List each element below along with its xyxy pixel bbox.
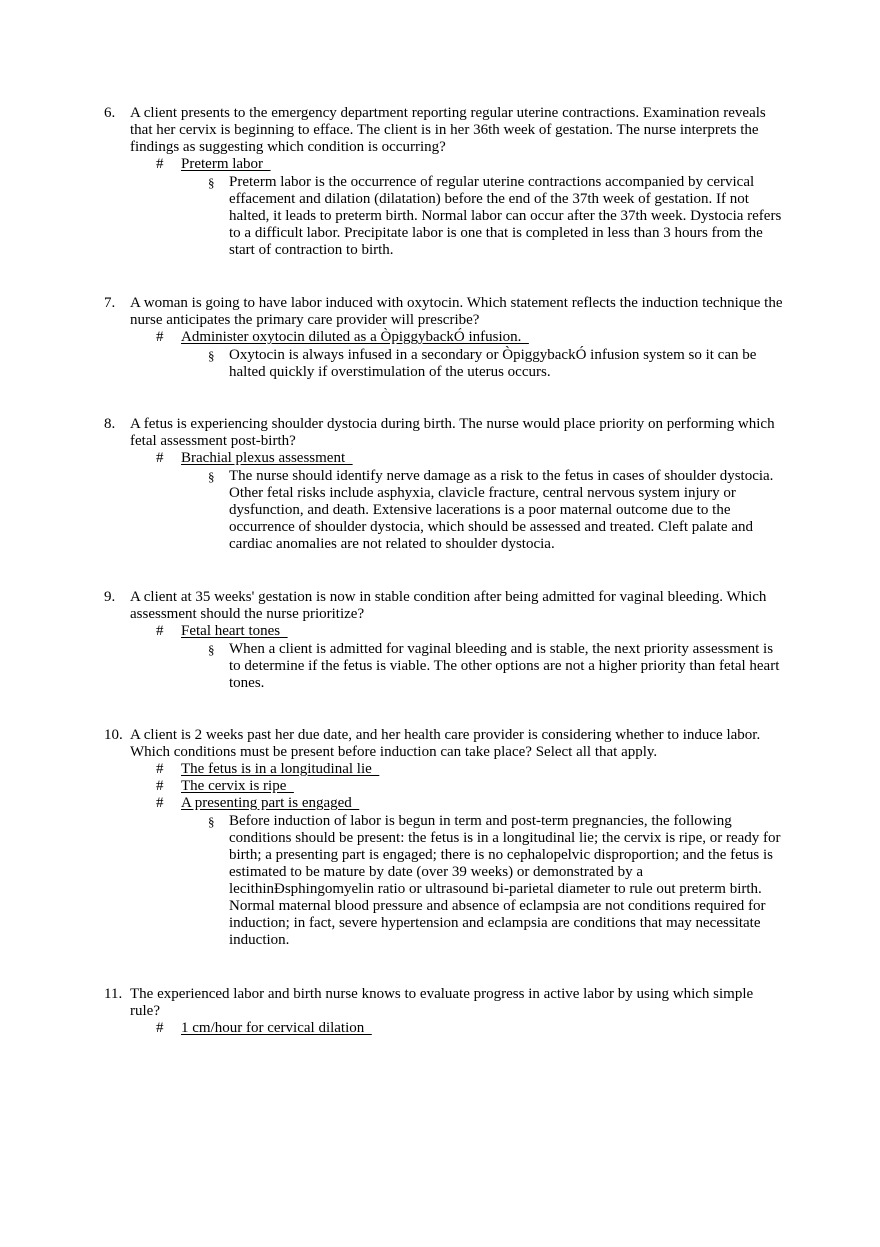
answer-text: The cervix is ripe: [181, 778, 294, 794]
question-9: [104, 589, 784, 692]
answer-item: [156, 450, 784, 467]
question-number: 6.: [104, 105, 116, 121]
answer-text: 1 cm/hour for cervical dilation: [181, 1020, 372, 1036]
answer-marker: #: [156, 761, 164, 777]
rationale-text: Preterm labor is the occurrence of regular uterine contractions accompanied by cervical effacement and dilation (dilatation) before the end of the 37th week of gestation. If not halted, it leads to preterm birth. Normal labor can occur after the 37th week. Dystocia refers to a difficult labor. Precipitate labor is one that is completed in less than 3 hours from the start of contraction to birth.: [229, 174, 782, 258]
answer-marker: #: [156, 623, 164, 639]
question-7: [104, 295, 784, 381]
question-text: The experienced labor and birth nurse knows to evaluate progress in active labor by using which simple rule?: [130, 986, 754, 1019]
rationale-text: Before induction of labor is begun in term and post-term pregnancies, the following conditions should be present: the fetus is in a longitudinal lie; the cervix is ripe, or ready for birth; a presenting part is engaged; there is no cephalopelvic disproportion; and the fetus is estimated to be mature by date (over 39 weeks) or demonstrated by a lecithinÐsphingomyelin ratio or ultrasound bi-parietal diameter to rule out preterm birth. Normal maternal blood pressure and absence of eclampsia are not conditions required for induction; in fact, severe hypertension and eclampsia are conditions that may necessitate induction.: [229, 813, 781, 948]
question-8: [104, 416, 784, 553]
answer-marker: #: [156, 450, 164, 466]
rationale-text: The nurse should identify nerve damage as a risk to the fetus in cases of shoulder dystocia. Other fetal risks include asphyxia, clavicle fracture, central nervous system injury or dysfunction, and death. Extensive lacerations is a poor maternal outcome due to the occurrence of shoulder dystocia, which should be assessed and treated. Cleft palate and cardiac anomalies are not related to shoulder dystocia.: [229, 468, 774, 552]
question-text: A client is 2 weeks past her due date, and her health care provider is considering whether to induce labor. Which conditions must be present before induction can take place? Select all that apply.: [130, 727, 761, 760]
answer-text: Administer oxytocin diluted as a ÒpiggybackÓ infusion.: [181, 329, 529, 345]
answer-item: [156, 329, 784, 346]
question-11: [104, 986, 784, 1037]
question-10: [104, 727, 784, 949]
answer-marker: #: [156, 795, 164, 811]
answer-item: [156, 156, 784, 173]
rationale: [208, 813, 784, 949]
rationale: [208, 347, 784, 381]
answer-item: [156, 761, 784, 778]
question-text: A client presents to the emergency department reporting regular uterine contractions. Examination reveals that her cervix is beginning to efface. The client is in her 36th week of gestation. The nurse interprets the findings as suggesting which condition is occurring?: [130, 105, 766, 155]
rationale-marker: §: [208, 348, 215, 363]
question-number: 9.: [104, 589, 116, 605]
rationale-marker: §: [208, 814, 215, 829]
rationale: [208, 174, 784, 259]
answer-text: Preterm labor: [181, 156, 271, 172]
answer-marker: #: [156, 1020, 164, 1036]
question-text: A client at 35 weeks' gestation is now in stable condition after being admitted for vaginal bleeding. Which assessment should the nurse prioritize?: [130, 589, 767, 622]
question-number: 8.: [104, 416, 116, 432]
answer-text: The fetus is in a longitudinal lie: [181, 761, 380, 777]
answer-marker: #: [156, 329, 164, 345]
answer-marker: #: [156, 156, 164, 172]
rationale-marker: §: [208, 642, 215, 657]
answer-text: A presenting part is engaged: [181, 795, 360, 811]
question-text: A fetus is experiencing shoulder dystocia during birth. The nurse would place priority on performing which fetal assessment post-birth?: [130, 416, 775, 449]
question-6: [104, 105, 784, 259]
rationale-text: Oxytocin is always infused in a secondary or ÒpiggybackÓ infusion system so it can be halted quickly if overstimulation of the uterus occurs.: [229, 347, 757, 380]
rationale: [208, 468, 784, 553]
rationale-marker: §: [208, 469, 215, 484]
answer-item: [156, 623, 784, 640]
answer-item: [156, 778, 784, 795]
answer-item: [156, 795, 784, 812]
answer-marker: #: [156, 778, 164, 794]
rationale-marker: §: [208, 175, 215, 190]
answer-text: Brachial plexus assessment: [181, 450, 353, 466]
question-number: 7.: [104, 295, 116, 311]
rationale-text: When a client is admitted for vaginal bleeding and is stable, the next priority assessment is to determine if the fetus is viable. The other options are not a higher priority than fetal heart tones.: [229, 641, 780, 691]
question-text: A woman is going to have labor induced with oxytocin. Which statement reflects the induction technique the nurse anticipates the primary care provider will prescribe?: [130, 295, 783, 328]
rationale: [208, 641, 784, 692]
answer-item: [156, 1020, 784, 1037]
question-number: 11.: [104, 986, 123, 1002]
answer-text: Fetal heart tones: [181, 623, 288, 639]
question-number: 10.: [104, 727, 123, 743]
